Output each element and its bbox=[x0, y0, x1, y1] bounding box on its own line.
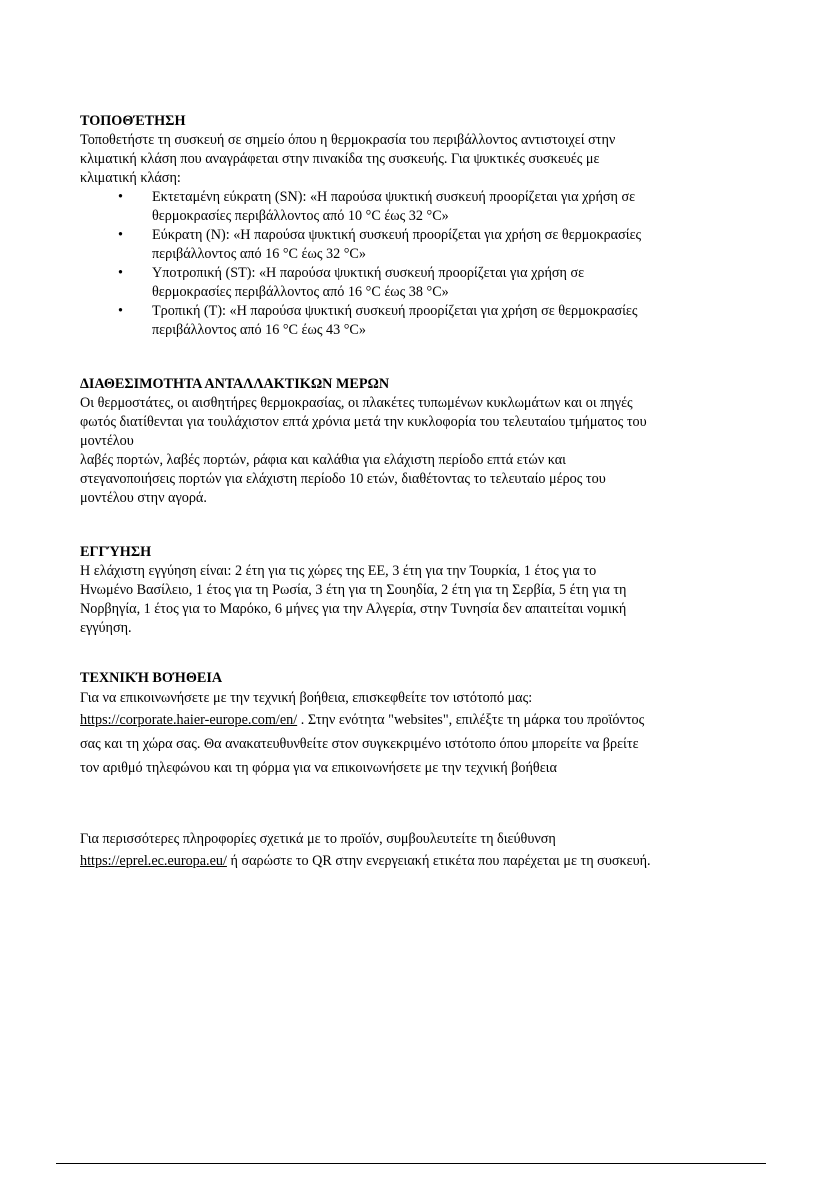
placement-intro-line: κλιματική κλάση που αναγράφεται στην πινακίδα της συσκευής. Για ψυκτικές συσκευές με bbox=[80, 151, 600, 167]
bullet-icon: • bbox=[118, 265, 123, 281]
footer-divider bbox=[56, 1163, 766, 1164]
warranty-line: Νορβηγία, 1 έτος για το Μαρόκο, 6 μήνες για την Αλγερία, στην Τυνησία δεν απαιτείται νομική bbox=[80, 601, 627, 617]
support-line: σας και τη χώρα σας. Θα ανακατευθυνθείτε στον συγκεκριμένο ιστότοπο όπου μπορείτε να βρείτε bbox=[80, 736, 639, 752]
bullet-icon: • bbox=[118, 189, 123, 205]
haier-support-link[interactable]: https://corporate.haier-europe.com/en/ bbox=[80, 712, 298, 728]
eprel-link[interactable]: https://eprel.ec.europa.eu/ bbox=[80, 853, 227, 869]
climate-class-item bbox=[80, 188, 760, 226]
climate-class-line: Εκτεταμένη εύκρατη (SN): «Η παρούσα ψυκτική συσκευή προορίζεται για χρήση σε bbox=[152, 189, 636, 205]
spare-parts-line: λαβές πορτών, λαβές πορτών, ράφια και καλάθια για ελάχιστη περίοδο επτά ετών και bbox=[80, 452, 566, 468]
warranty-section bbox=[80, 543, 760, 638]
climate-class-line: Τροπική (T): «Η παρούσα ψυκτική συσκευή προορίζεται για χρήση σε θερμοκρασίες bbox=[152, 303, 638, 319]
climate-class-item bbox=[80, 264, 760, 302]
spare-parts-heading: ΔΙΑΘΕΣΙΜΟΤΗΤΑ ΑΝΤΑΛΛΑΚΤΙΚΩΝ ΜΕΡΩΝ bbox=[80, 376, 390, 392]
support-line-rest: . Στην ενότητα "websites", επιλέξτε τη μάρκα του προϊόντος bbox=[297, 712, 645, 728]
spare-parts-line: φωτός διατίθενται για τουλάχιστον επτά χρόνια μετά την κυκλοφορία του τελευταίου τμήματος του bbox=[80, 414, 647, 430]
placement-intro-line: Τοποθετήστε τη συσκευή σε σημείο όπου η θερμοκρασία του περιβάλλοντος αντιστοιχεί στην bbox=[80, 132, 616, 148]
placement-intro-line: κλιματική κλάση: bbox=[80, 170, 181, 186]
climate-class-item bbox=[80, 302, 760, 340]
more-info-section bbox=[80, 828, 780, 872]
climate-class-line: θερμοκρασίες περιβάλλοντος από 10 °C έως 32 °C» bbox=[152, 208, 449, 224]
more-info-line bbox=[80, 850, 780, 872]
spare-parts-section bbox=[80, 375, 760, 508]
climate-class-item bbox=[80, 226, 760, 264]
spare-parts-line: μοντέλου στην αγορά. bbox=[80, 490, 207, 506]
spare-parts-line: μοντέλου bbox=[80, 433, 134, 449]
placement-section bbox=[80, 112, 760, 340]
warranty-line: Η ελάχιστη εγγύηση είναι: 2 έτη για τις χώρες της ΕΕ, 3 έτη για την Τουρκία, 1 έτος για το bbox=[80, 563, 597, 579]
spare-parts-line: Οι θερμοστάτες, οι αισθητήρες θερμοκρασίας, οι πλακέτες τυπωμένων κυκλωμάτων και οι πηγές bbox=[80, 395, 633, 411]
climate-class-line: Εύκρατη (N): «Η παρούσα ψυκτική συσκευή προορίζεται για χρήση σε θερμοκρασίες bbox=[152, 227, 642, 243]
climate-class-line: περιβάλλοντος από 16 °C έως 32 °C» bbox=[152, 246, 366, 262]
warranty-line: εγγύηση. bbox=[80, 620, 132, 636]
support-line bbox=[80, 708, 760, 732]
warranty-heading: ΕΓΓΎΗΣΗ bbox=[80, 544, 152, 560]
bullet-icon: • bbox=[118, 303, 123, 319]
climate-class-list bbox=[80, 188, 760, 340]
more-info-line-rest: ή σαρώστε το QR στην ενεργειακή ετικέτα που παρέχεται με τη συσκευή. bbox=[226, 853, 651, 869]
climate-class-line: Υποτροπική (ST): «Η παρούσα ψυκτική συσκευή προορίζεται για χρήση σε bbox=[152, 265, 585, 281]
spare-parts-line: στεγανοποιήσεις πορτών για ελάχιστη περίοδο 10 ετών, διαθέτοντας το τελευταίο μέρος του bbox=[80, 471, 606, 487]
placement-heading: ΤΟΠΟΘΈΤΗΣΗ bbox=[80, 113, 186, 129]
climate-class-line: περιβάλλοντος από 16 °C έως 43 °C» bbox=[152, 322, 366, 338]
climate-class-line: θερμοκρασίες περιβάλλοντος από 16 °C έως 38 °C» bbox=[152, 284, 449, 300]
support-line: τον αριθμό τηλεφώνου και τη φόρμα για να επικοινωνήσετε με την τεχνική βοήθεια bbox=[80, 760, 557, 776]
bullet-icon: • bbox=[118, 227, 123, 243]
support-section bbox=[80, 669, 760, 780]
warranty-line: Ηνωμένο Βασίλειο, 1 έτος για τη Ρωσία, 3 έτη για τη Σουηδία, 2 έτη για τη Σερβία, 5 έτη για τη bbox=[80, 582, 627, 598]
support-line: Για να επικοινωνήσετε με την τεχνική βοήθεια, επισκεφθείτε τον ιστότοπό μας: bbox=[80, 690, 533, 706]
support-heading: ΤΕΧΝΙΚΉ ΒΟΉΘΕΙΑ bbox=[80, 670, 223, 686]
more-info-line: Για περισσότερες πληροφορίες σχετικά με το προϊόν, συμβουλευτείτε τη διεύθυνση bbox=[80, 831, 556, 847]
